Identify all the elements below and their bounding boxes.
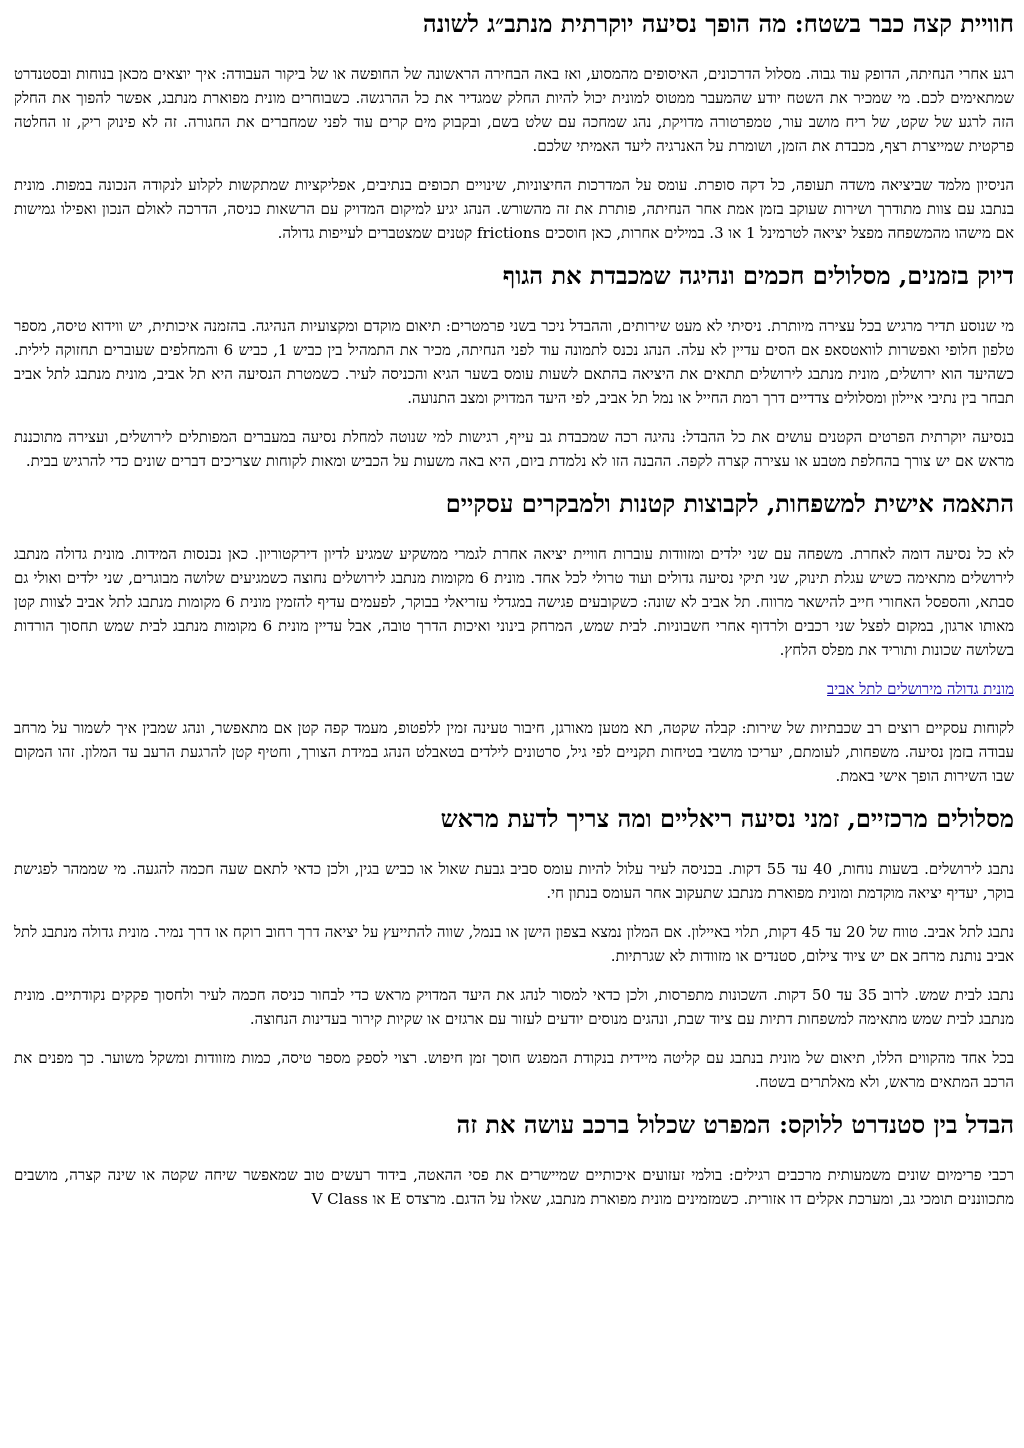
- paragraph: בכל אחד מהקווים הללו, תיאום של מונית בנתבג עם קליטה מיידית בנקודת המפגש חוסך זמן חיפוש. רצוי לספק מספר טיסה, כמות מזוודות ומשקל משוער. כך מפנים את הרכב המתאים מראש, ולא מאלתרים בשטח.: [14, 1049, 1014, 1091]
- section-heading: הבדל בין סטנדרט ללוקס: המפרט שכלול ברכב עושה את זה: [456, 1110, 1014, 1139]
- paragraph: נתבג לבית שמש. לרוב 35 עד 50 דקות. השכונות מתפרסות, ולכן כדאי למסור לנהג את היעד המדויק מראש כדי לבחור כניסה חכמה לעיר ולחסוך פקקים נקודתיים. מונית מנתבג לבית שמש מתאימה למשפחות דתיות עם ציוד שבת, ונהגים מנוסים יודעים לעזור עם ארגזים או שקיות קירור בעדינות הנחוצה.: [14, 986, 1014, 1028]
- section-arrival: [14, 8, 1014, 245]
- paragraph: נתבג לירושלים. בשעות נוחות, 40 עד 55 דקות. בכניסה לעיר עלול להיות עומס סביב גבעת שאול או כביש בגין, ולכן כדאי לתאם שעה חכמה להגעה. מי שממהר לפגישת בוקר, יעדיף יציאה מוקדמת ומונית מפוארת מנתבג שתעקוב אחר העומס בנתון חי.: [14, 860, 1014, 902]
- jerusalem-tel-aviv-link[interactable]: מונית גדולה מירושלים לתל אביב: [827, 680, 1014, 698]
- paragraph: לקוחות עסקיים רוצים רב שכבתיות של שירות: קבלה שקטה, תא מטען מאורגן, חיבור טעינה זמין ללפטופ, מעמד קפה קטן אם מתאפשר, ונהג שמבין איך לשמור על מרחב עבודה בזמן נסיעה. משפחות, לעומתם, יעריכו מושבי בטיחות תקניים לפי גיל, סרטונים לילדים בטאבלט הנהג במידת הצורך, וחטיף קטן להרגעת הרעב עד המלון. זהו המקום שבו השירות הופך אישי באמת.: [14, 719, 1014, 785]
- section-heading: חוויית קצה כבר בשטח: מה הופך נסיעה יוקרתית מנתב״ג לשונה: [422, 9, 1014, 38]
- paragraph: רגע אחרי הנחיתה, הדופק עוד גבוה. מסלול הדרכונים, האיסופים מהמסוע, ואז באה הבחירה הראשונה של החופשה או של ביקור העבודה: איך יוצאים מכאן בנוחות ובסטנדרט שמתאימים לכם. מי שמכיר את השטח יודע שהמעבר ממטוס למונית יכול להיות החלק שמגדיר את כל ההרגשה. כשבוחרים מונית מפוארת מנתבג, אפשר להפוך את החלק הזה לרגע של שקט, של ריח מושב עור, טמפרטורה מדויקת, נהג שמחכה עם שלט בשם, ובקבוק מים קרים עוד לפני שמחברים את החגורה. זה לא פינוק ריק, זו החלטה פרקטית שמייצרת רצף, מכבדת את הזמן, ושומרת על האנרגיה ליעד האמיתי שלכם.: [14, 65, 1014, 155]
- paragraph: רכבי פרימיום שונים משמעותית מרכבים רגילים: בולמי זעזועים איכותיים שמיישרים את פסי ההאטה, בידוד רעשים טוב שמאפשר שיחה שקטה או שינה קצרה, מושבים מתכווננים תומכי גב, ומערכת אקלים דו אזורית. כשמזמינים מונית מפוארת מנתבג, שאלו על הדגם. מרצדס E או V Class: [14, 1166, 1014, 1208]
- section-routes: [14, 803, 1014, 1094]
- section-heading: מסלולים מרכזיים, זמני נסיעה ריאליים ומה צריך לדעת מראש: [440, 804, 1014, 833]
- section-heading: התאמה אישית למשפחות, לקבוצות קטנות ולמבקרים עסקיים: [445, 489, 1014, 518]
- paragraph: מי שנוסע תדיר מרגיש בכל עצירה מיותרת. ניסיתי לא מעט שירותים, וההבדל ניכר בשני פרמטרים: תיאום מוקדם ומקצועיות הנהיגה. בהזמנה איכותית, יש ווידוא טיסה, מספר טלפון חלופי ואפשרות לוואטסאפ אם הסים עדיין לא עלה. הנהג נכנס לתמונה עוד לפני הנחיתה, מכיר את התמהיל בין כביש 1, כביש 6 והמחלפים שעוברים תחזוקה לילית. כשהיעד הוא ירושלים, מונית מנתבג לירושלים תתאים את היציאה בהתאם לשעות עומס בשער הגיא והכניסה לעיר. כשמטרת הנסיעה היא תל אביב, מונית מנתבג לתל אביב תבחר בין נתיבי איילון ומסלולים צדדיים דרך רמת החייל או נמל תל אביב, לפי היעד המדויק ומצב התנועה.: [14, 317, 1015, 407]
- section-luxury: [14, 1109, 1014, 1211]
- paragraph: הניסיון מלמד שביציאה משדה תעופה, כל דקה סופרת. עומס על המדרכות החיצוניות, שינויים תכופים בנתיבים, אפליקציות שמתקשות לקלוע לנקודה הנכונה במפות. מונית בנתבג עם צוות מתודרך ושירות שעוקב בזמן אמת אחר הנחיתה, פותרת את זה מהשורש. הנהג יגיע למיקום המדויק עם הרשאות כניסה, הדרכה לאולם הנכון ואפילו גמישות אם מישהו מהמשפחה מפצל יציאה לטרמינל 1 או 3. במילים אחרות, כאן חוסכים frictions קטנים שמצטברים לעייפות גדולה.: [14, 176, 1014, 242]
- paragraph: בנסיעה יוקרתית הפרטים הקטנים עושים את כל ההבדל: נהיגה רכה שמכבדת גב עייף, רגישות למי שנוטה למחלת נסיעה במעברים המפותלים לירושלים, ועצירה מתוכננת מראש אם יש צורך בהחלפת מטבע או עצירה קצרה לקפה. ההבנה הזו לא נלמדת ביום, היא באה משעות על הכביש ומאות לקוחות שצריכים דברים שונים כדי להרגיש בבית.: [14, 428, 1014, 470]
- paragraph: לא כל נסיעה דומה לאחרת. משפחה עם שני ילדים ומזוודות עוברות חוויית יציאה אחרת לגמרי ממשקיע שמגיע לדיון דירקטוריון. כאן נכנסות המידות. מונית גדולה מנתבג לירושלים מתאימה כשיש עגלת תינוק, שני תיקי נסיעה גדולים ועוד טרולי לכל אחד. מונית 6 מקומות מנתבג לירושלים נחוצה כשמגיעים שלושה מבוגרים, שני ילדים ואולי גם סבתא, והספסל האחורי חייב להישאר מרווח. תל אביב לא שונה: כשקובעים פגישה במגדלי עזריאלי בבוקר, לפעמים עדיף להזמין מונית 6 מקומות מנתבג לתל אביב לצוות קטן מאותו ארגון, במקום לפצל שני רכבים ולרדוף אחרי חשבוניות. לבית שמש, המרחק בינוני ואיכות הדרך טובה, אבל עדיין מונית 6 מקומות מנתבג לבית שמש תחסוך הורדות בשלושה שכונות ותוריד את מפלס הלחץ.: [14, 545, 1014, 659]
- section-personalization: [14, 488, 1014, 788]
- paragraph: נתבג לתל אביב. טווח של 20 עד 45 דקות, תלוי באיילון. אם המלון נמצא בצפון הישן או בנמל, שווה להתייעץ על יציאה דרך רחוב רוקח או דרך נמיר. מונית גדולה מנתבג לתל אביב נותנת מרחב אם יש ציוד צילום, סטנדים או מזוודות לא שגרתיות.: [14, 923, 1014, 965]
- section-heading: דיוק בזמנים, מסלולים חכמים ונהיגה שמכבדת את הגוף: [502, 261, 1014, 290]
- section-timing: [14, 260, 1014, 473]
